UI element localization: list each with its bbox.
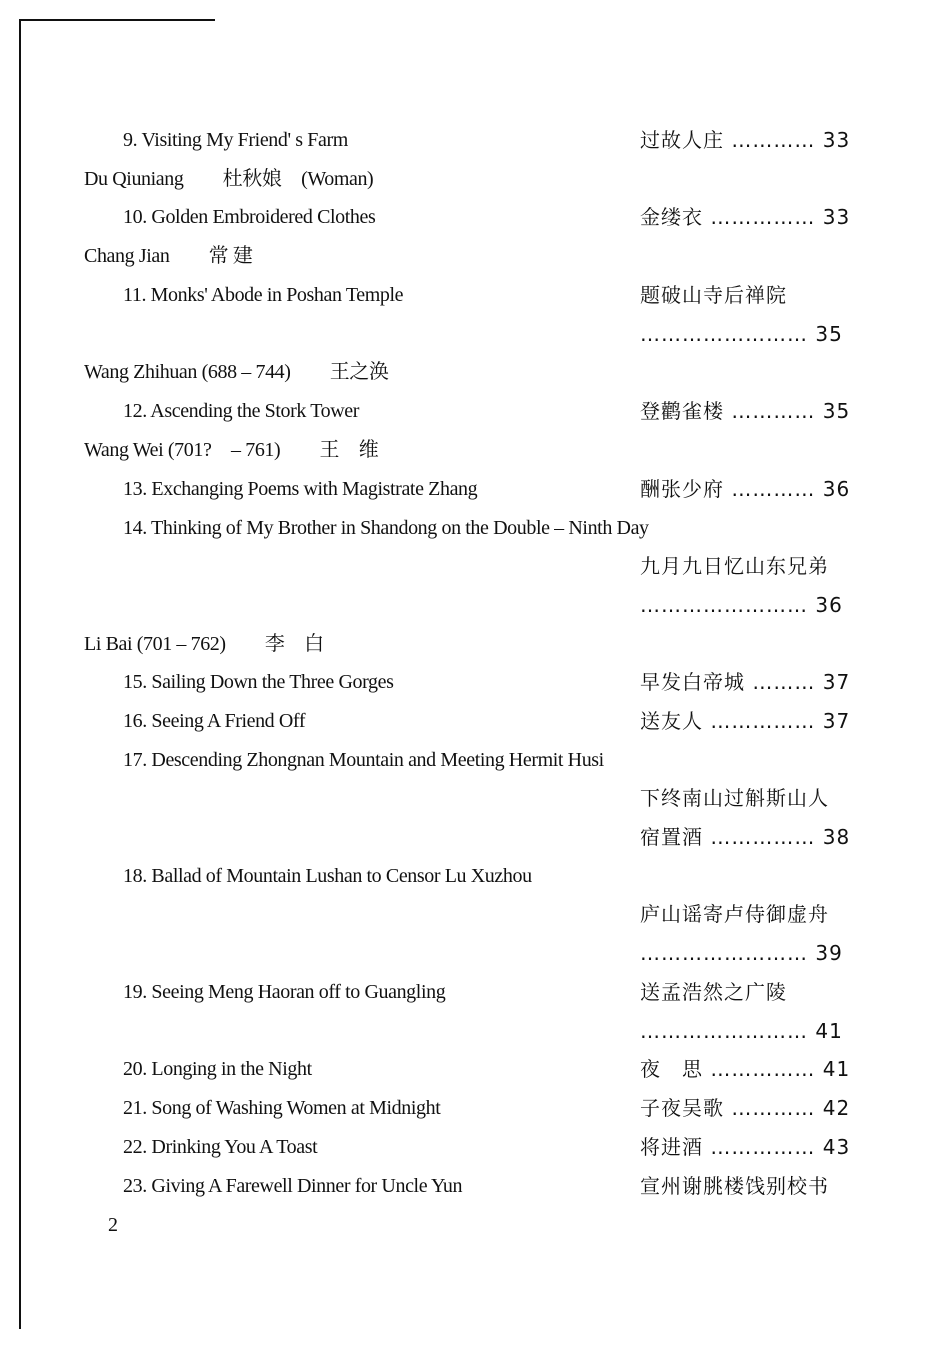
toc-chinese-title: 送友人 …………… 37 xyxy=(640,709,851,733)
toc-chinese-title: 将进酒 …………… 43 xyxy=(640,1135,851,1159)
page-number: 2 xyxy=(108,1214,118,1236)
toc-chinese-title: 九月九日忆山东兄弟 xyxy=(640,554,829,578)
toc-english-text: 15. Sailing Down the Three Gorges xyxy=(123,671,394,693)
toc-english-text: 13. Exchanging Poems with Magistrate Zhang xyxy=(123,478,478,500)
toc-english-text: 22. Drinking You A Toast xyxy=(123,1136,318,1158)
toc-english-text: 18. Ballad of Mountain Lushan to Censor Lu Xuzhou xyxy=(123,865,532,887)
toc-chinese-title: 题破山寺后禅院 xyxy=(640,283,787,307)
toc-chinese-title: 子夜吴歌 ………… 42 xyxy=(640,1096,851,1120)
toc-chinese-title: 登鹳雀楼 ………… 35 xyxy=(640,399,851,423)
toc-english-text: 21. Song of Washing Women at Midnight xyxy=(123,1097,441,1119)
toc-english-text: 12. Ascending the Stork Tower xyxy=(123,400,360,422)
toc-chinese-title: …………………… 36 xyxy=(640,593,843,617)
toc-chinese-title: 酬张少府 ………… 36 xyxy=(640,477,851,501)
toc-english-text: Chang Jian 常 建 xyxy=(84,245,253,267)
toc-english-text: Wang Wei (701? – 761) 王 维 xyxy=(84,439,379,461)
toc-chinese-title: 下终南山过斛斯山人 xyxy=(640,786,829,810)
toc-english-text: Du Qiuniang 杜秋娘 (Woman) xyxy=(84,168,374,190)
toc-chinese-title: …………………… 39 xyxy=(640,941,843,965)
toc-english-text: 9. Visiting My Friend' s Farm xyxy=(123,129,348,151)
toc-english-text: 20. Longing in the Night xyxy=(123,1058,312,1080)
toc-chinese-title: 夜 思 …………… 41 xyxy=(640,1057,851,1081)
page-left-rule xyxy=(19,19,21,1329)
toc-chinese-title: 宣州谢朓楼饯别校书 xyxy=(640,1174,829,1198)
toc-chinese-title: 宿置酒 …………… 38 xyxy=(640,825,851,849)
toc-chinese-title: …………………… 41 xyxy=(640,1019,843,1043)
toc-english-text: 23. Giving A Farewell Dinner for Uncle Yun xyxy=(123,1175,463,1197)
toc-english-text: Li Bai (701 – 762) 李 白 xyxy=(84,633,324,655)
toc-english-text: 14. Thinking of My Brother in Shandong on the Double – Ninth Day xyxy=(123,517,649,539)
toc-english-text: 16. Seeing A Friend Off xyxy=(123,710,306,732)
toc-english-text: 11. Monks' Abode in Poshan Temple xyxy=(123,284,404,306)
toc-chinese-title: …………………… 35 xyxy=(640,322,843,346)
toc-chinese-title: 送孟浩然之广陵 xyxy=(640,980,787,1004)
toc-english-text: 10. Golden Embroidered Clothes xyxy=(123,206,376,228)
toc-english-text: 17. Descending Zhongnan Mountain and Meeting Hermit Husi xyxy=(123,749,604,771)
toc-chinese-title: 早发白帝城 ……… 37 xyxy=(640,670,851,694)
page-top-rule xyxy=(20,19,215,21)
toc-chinese-title: 庐山谣寄卢侍御虚舟 xyxy=(640,902,829,926)
toc-english-text: Wang Zhihuan (688 – 744) 王之涣 xyxy=(84,361,389,383)
toc-chinese-title: 金缕衣 …………… 33 xyxy=(640,205,851,229)
toc-chinese-title: 过故人庄 ………… 33 xyxy=(640,128,851,152)
toc-english-text: 19. Seeing Meng Haoran off to Guangling xyxy=(123,981,446,1003)
